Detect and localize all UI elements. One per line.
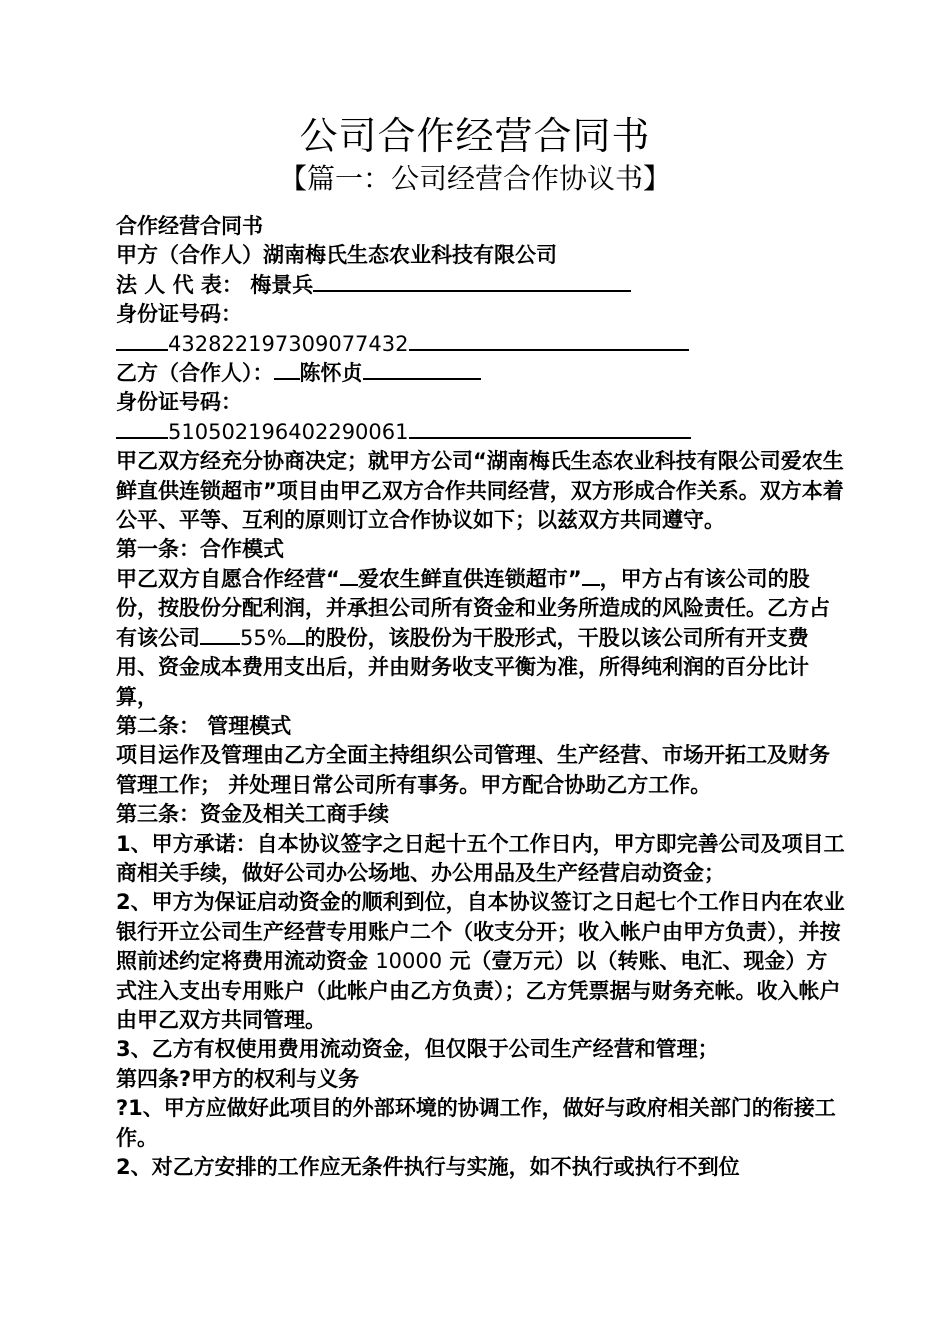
article-3-part: 元（壹万元）以（转账、电汇、现金）方式注入支出专用账户（此帐户由乙方负责）；乙方凭票据与财务充帐。收入帐户由甲乙双方共同管理。 xyxy=(116,949,841,1032)
article-4-title: 第四条?甲方的权利与义务 xyxy=(116,1066,360,1091)
blank-underline xyxy=(274,360,300,380)
article-4-clause-2: 2、对乙方安排的工作应无条件执行与实施，如不执行或执行不到位 xyxy=(116,1155,740,1179)
store-name: 爱农生鲜直供连锁超市 xyxy=(357,566,568,591)
article-3-title: 第三条：资金及相关工商手续 xyxy=(116,802,389,827)
legal-rep-label: 法 人 代 表： xyxy=(116,272,243,297)
blank-underline xyxy=(116,419,168,439)
article-1-part: ” xyxy=(567,566,582,591)
blank-underline xyxy=(582,566,600,586)
article-1-text xyxy=(116,565,846,712)
blank-underline xyxy=(363,360,481,380)
document-title: 公司合作经营合同书 xyxy=(299,114,651,158)
party-b-name: 陈怀贞 xyxy=(299,361,363,386)
id-label-b: 身份证号码： xyxy=(116,390,242,415)
party-b-label: 乙方（合作人）： xyxy=(116,361,274,386)
blank-underline xyxy=(409,419,691,439)
article-2-title: 第二条： 管理模式 xyxy=(116,713,292,738)
fund-amount: 10000 xyxy=(375,949,443,974)
article-1-part: 甲乙双方自愿合作经营“ xyxy=(116,566,340,591)
id-number-b-line xyxy=(116,418,846,447)
blank-underline xyxy=(340,566,358,586)
blank-underline xyxy=(200,625,240,645)
document-body xyxy=(116,212,846,1182)
blank-underline xyxy=(409,331,689,351)
article-3-part: 2、甲方为保证启动资金的顺利到位，自本协议签订之日起七个工作日内在农业银行开立公司生产经营专用账户二个（收支分开；收入帐户由甲方负责），并按照前述约定将费用流动资金 xyxy=(116,890,845,974)
article-1-title: 第一条：合作模式 xyxy=(116,537,284,562)
blank-underline xyxy=(116,331,168,351)
share-percent: 55% xyxy=(240,625,287,650)
document-subtitle: 【篇一：公司经营合作协议书】 xyxy=(278,162,671,195)
article-4-clause-1: ?1、甲方应做好此项目的外部环境的协调工作，做好与政府相关部门的衔接工作。 xyxy=(116,1096,836,1150)
id-number-b: 510502196402290061 xyxy=(168,419,409,444)
article-1-part: 的股份，该股份为干股形式，干股以该公司所有开支费用、资金成本费用支出后，并由财务收支平衡为准，所得纯利润的百分比计算， xyxy=(116,625,809,709)
article-2-text: 项目运作及管理由乙方全面主持组织公司管理、生产经营、市场开拓工及财务管理工作； 并处理日常公司所有事务。甲方配合协助乙方工作。 xyxy=(116,743,830,797)
id-number-a-line xyxy=(116,330,846,359)
id-number-a: 432822197309077432 xyxy=(168,331,409,356)
contract-heading: 合作经营合同书 xyxy=(116,214,263,238)
article-3-clause-3: 3、乙方有权使用费用流动资金，但仅限于公司生产经营和管理； xyxy=(116,1037,719,1062)
legal-rep-line xyxy=(116,271,846,300)
party-a-line: 甲方（合作人）湖南梅氏生态农业科技有限公司 xyxy=(116,243,557,268)
article-3-clause-2 xyxy=(116,888,846,1035)
intro-paragraph: 甲乙双方经充分协商决定；就甲方公司“湖南梅氏生态农业科技有限公司爱农生鲜直供连锁超市”项目由甲乙双方合作共同经营，双方形成合作关系。双方本着公平、平等、互利的原则订立合作协议如下；以兹双方共同遵守。 xyxy=(116,449,844,533)
article-1-part: ，甲方占有该公司的股份，按股份分配利润，并承担公司所有资金和业务所造成的风险责任。乙方占有该公司 xyxy=(116,566,830,650)
legal-rep-name: 梅景兵 xyxy=(250,272,314,297)
article-3-clause-1: 1、甲方承诺：自本协议签字之日起十五个工作日内，甲方即完善公司及项目工商相关手续，做好公司办公场地、办公用品及生产经营启动资金； xyxy=(116,831,845,885)
blank-underline xyxy=(287,625,305,645)
blank-underline xyxy=(313,272,631,292)
party-b-line xyxy=(116,359,846,388)
id-label-a: 身份证号码： xyxy=(116,302,242,327)
